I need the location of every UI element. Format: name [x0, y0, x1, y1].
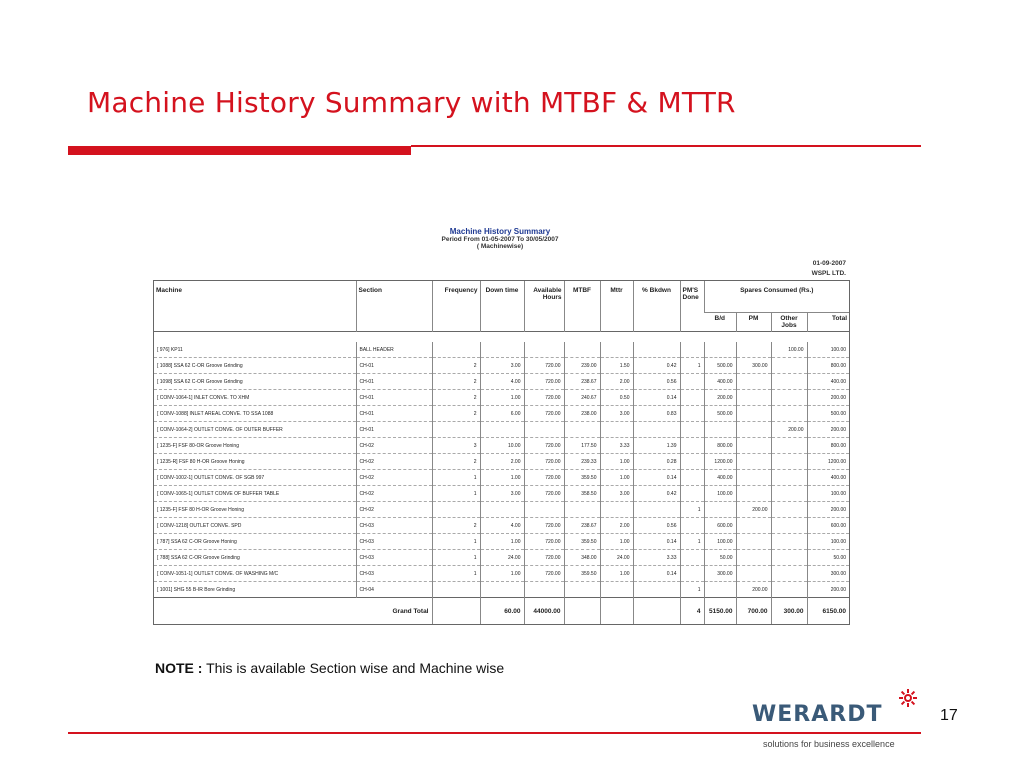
cell-mtbf: 348.00 — [564, 550, 600, 566]
cell-bkdwn: 0.42 — [633, 358, 680, 374]
cell-frequency: 2 — [432, 358, 480, 374]
cell-pms — [680, 342, 704, 358]
cell-section: CH-03 — [356, 550, 432, 566]
cell-other — [771, 534, 807, 550]
grand-total-pms: 4 — [680, 598, 704, 625]
cell-mtbf: 240.67 — [564, 390, 600, 406]
cell-mttr: 3.00 — [600, 486, 633, 502]
cell-bd — [704, 582, 736, 598]
cell-mttr: 1.00 — [600, 566, 633, 582]
cell-bkdwn: 3.33 — [633, 550, 680, 566]
cell-section: CH-04 — [356, 582, 432, 598]
cell-total: 600.00 — [807, 518, 849, 534]
cell-mttr: 1.00 — [600, 454, 633, 470]
grand-total-mttr — [600, 598, 633, 625]
col-other-jobs: Other Jobs — [771, 313, 807, 332]
cell-total: 100.00 — [807, 534, 849, 550]
cell-downtime: 3.00 — [480, 486, 524, 502]
cell-frequency: 1 — [432, 486, 480, 502]
report-subtitle: ( Machinewise) — [476, 243, 524, 250]
cell-bd — [704, 342, 736, 358]
cell-other: 100.00 — [771, 342, 807, 358]
cell-downtime: 1.00 — [480, 470, 524, 486]
cell-total: 100.00 — [807, 342, 849, 358]
cell-downtime: 24.00 — [480, 550, 524, 566]
cell-frequency: 3 — [432, 438, 480, 454]
cell-pms — [680, 438, 704, 454]
cell-downtime — [480, 342, 524, 358]
grand-total-bkdwn — [633, 598, 680, 625]
cell-available: 720.00 — [524, 518, 564, 534]
cell-mtbf: 358.50 — [564, 486, 600, 502]
cell-frequency: 1 — [432, 550, 480, 566]
cell-bkdwn: 1.39 — [633, 438, 680, 454]
cell-available: 720.00 — [524, 358, 564, 374]
cell-bkdwn — [633, 502, 680, 518]
cell-other — [771, 566, 807, 582]
cell-total: 50.00 — [807, 550, 849, 566]
cell-frequency: 1 — [432, 470, 480, 486]
table-row — [154, 454, 849, 470]
cell-pm — [736, 534, 771, 550]
cell-mtbf — [564, 502, 600, 518]
cell-available: 720.00 — [524, 550, 564, 566]
cell-bkdwn — [633, 342, 680, 358]
cell-bkdwn — [633, 422, 680, 438]
cell-section: CH-02 — [356, 470, 432, 486]
cell-mttr: 24.00 — [600, 550, 633, 566]
cell-bd: 800.00 — [704, 438, 736, 454]
table-row — [154, 406, 849, 422]
cell-bkdwn: 0.14 — [633, 566, 680, 582]
cell-pms: 1 — [680, 582, 704, 598]
cell-pm — [736, 342, 771, 358]
cell-section: CH-01 — [356, 358, 432, 374]
table-row — [154, 342, 849, 358]
cell-available: 720.00 — [524, 406, 564, 422]
note — [155, 660, 504, 676]
grand-total-label: Grand Total — [154, 598, 432, 625]
cell-frequency: 2 — [432, 406, 480, 422]
cell-available: 720.00 — [524, 470, 564, 486]
cell-pms — [680, 518, 704, 534]
cell-frequency — [432, 502, 480, 518]
cell-other — [771, 358, 807, 374]
cell-bd: 100.00 — [704, 534, 736, 550]
table-row — [154, 550, 849, 566]
cell-frequency: 2 — [432, 390, 480, 406]
cell-mtbf: 359.50 — [564, 534, 600, 550]
cell-frequency — [432, 422, 480, 438]
cell-pm — [736, 518, 771, 534]
table-spacer-row — [154, 332, 849, 343]
cell-pms — [680, 470, 704, 486]
cell-mtbf: 238.67 — [564, 374, 600, 390]
cell-other — [771, 406, 807, 422]
cell-total: 200.00 — [807, 390, 849, 406]
cell-section: CH-02 — [356, 454, 432, 470]
cell-other — [771, 502, 807, 518]
cell-other — [771, 550, 807, 566]
cell-downtime — [480, 502, 524, 518]
cell-mtbf: 359.50 — [564, 566, 600, 582]
cell-bd: 100.00 — [704, 486, 736, 502]
cell-machine: [ CONV-1064-2] OUTLET CONVE. OF OUTER BUFFER — [154, 422, 356, 438]
cell-bd: 1200.00 — [704, 454, 736, 470]
cell-bd: 500.00 — [704, 358, 736, 374]
cell-mttr: 1.50 — [600, 358, 633, 374]
col-mtbf: MTBF — [564, 281, 600, 332]
cell-machine: [ 787] SSA 62 C-OR Groove Honing — [154, 534, 356, 550]
cell-frequency: 2 — [432, 454, 480, 470]
table-row — [154, 422, 849, 438]
cell-total: 1200.00 — [807, 454, 849, 470]
table-row — [154, 518, 849, 534]
table-row — [154, 486, 849, 502]
company-logo: WERARDT — [752, 702, 883, 727]
cell-total: 200.00 — [807, 422, 849, 438]
report-table-frame — [153, 280, 850, 625]
cell-frequency: 2 — [432, 374, 480, 390]
cell-pm: 200.00 — [736, 502, 771, 518]
grand-total-bd: 5150.00 — [704, 598, 736, 625]
cell-available: 720.00 — [524, 454, 564, 470]
cell-pm — [736, 470, 771, 486]
table-row — [154, 566, 849, 582]
cell-bkdwn: 0.56 — [633, 374, 680, 390]
cell-total: 300.00 — [807, 566, 849, 582]
cell-downtime: 1.00 — [480, 566, 524, 582]
title-underline-thick — [68, 146, 411, 155]
cell-bkdwn — [633, 582, 680, 598]
cell-bd: 400.00 — [704, 470, 736, 486]
cell-total: 200.00 — [807, 582, 849, 598]
col-mttr: Mttr — [600, 281, 633, 332]
cell-downtime: 4.00 — [480, 374, 524, 390]
cell-pm: 300.00 — [736, 358, 771, 374]
report-date: 01-09-2007 — [812, 260, 846, 267]
cell-pms — [680, 486, 704, 502]
cell-bd: 400.00 — [704, 374, 736, 390]
cell-mttr — [600, 342, 633, 358]
report-date-block — [790, 259, 846, 279]
cell-other — [771, 518, 807, 534]
table-row — [154, 390, 849, 406]
cell-downtime: 1.00 — [480, 534, 524, 550]
cell-section: CH-03 — [356, 518, 432, 534]
cell-pm — [736, 550, 771, 566]
cell-machine: [ CONV-1064-1] INLET CONVE. TO XHM — [154, 390, 356, 406]
cell-downtime — [480, 582, 524, 598]
cell-total: 800.00 — [807, 438, 849, 454]
cell-machine: [ 1235-F] FSF 80-OR Groove Honing — [154, 438, 356, 454]
table-row — [154, 534, 849, 550]
cell-bkdwn: 0.42 — [633, 486, 680, 502]
cell-other — [771, 454, 807, 470]
cell-bd: 600.00 — [704, 518, 736, 534]
cell-pms — [680, 406, 704, 422]
cell-mtbf: 177.50 — [564, 438, 600, 454]
cell-mtbf — [564, 342, 600, 358]
cell-pms: 1 — [680, 534, 704, 550]
cell-frequency: 1 — [432, 534, 480, 550]
cell-pms — [680, 390, 704, 406]
cell-other — [771, 438, 807, 454]
cell-pms — [680, 422, 704, 438]
cell-section: CH-02 — [356, 486, 432, 502]
col-machine: Machine — [156, 287, 183, 294]
cell-other — [771, 374, 807, 390]
footer-rule — [68, 732, 921, 734]
table-row — [154, 374, 849, 390]
table-row — [154, 438, 849, 454]
cell-machine: [ 1235-F] FSF 80 H-OR Groove Honing — [154, 502, 356, 518]
cell-downtime: 4.00 — [480, 518, 524, 534]
grand-total-available: 44000.00 — [524, 598, 564, 625]
cell-mttr — [600, 422, 633, 438]
cell-mttr: 3.00 — [600, 406, 633, 422]
cell-other — [771, 390, 807, 406]
col-frequency: Frequency — [432, 281, 480, 332]
cell-machine: [ CONV-1002-1] OUTLET CONVE. OF SGB 997 — [154, 470, 356, 486]
cell-available: 720.00 — [524, 390, 564, 406]
cell-section: CH-02 — [356, 502, 432, 518]
cell-pms — [680, 550, 704, 566]
cell-machine: [ CONV-1051-1] OUTLET CONVE. OF WASHING M/C — [154, 566, 356, 582]
report-period: Period From 01-05-2007 To 30/05/2007 — [441, 236, 559, 243]
cell-mttr: 2.00 — [600, 374, 633, 390]
cell-pms — [680, 374, 704, 390]
report-company: WSPL LTD. — [811, 270, 846, 277]
cell-section: CH-03 — [356, 566, 432, 582]
cell-available: 720.00 — [524, 438, 564, 454]
cell-machine: [ 1001] SHG 55 B-IR Bore Grinding — [154, 582, 356, 598]
report-title: Machine History Summary — [449, 227, 551, 236]
cell-mttr: 2.00 — [600, 518, 633, 534]
cell-mtbf: 238.67 — [564, 518, 600, 534]
cell-available: 720.00 — [524, 486, 564, 502]
cell-machine: [ 1098] SSA 62 C-OR Groove Grinding — [154, 374, 356, 390]
cell-total: 100.00 — [807, 486, 849, 502]
cell-mttr: 0.50 — [600, 390, 633, 406]
col-pms-done: PM'S Done — [680, 281, 704, 332]
cell-pms — [680, 566, 704, 582]
col-total: Total — [807, 313, 849, 332]
cell-pm — [736, 390, 771, 406]
col-available-hours: Available Hours — [524, 281, 564, 332]
cell-downtime: 2.00 — [480, 454, 524, 470]
cell-pm — [736, 454, 771, 470]
note-label: NOTE : — [155, 660, 203, 676]
cell-bkdwn: 0.14 — [633, 390, 680, 406]
cell-mtbf: 239.33 — [564, 454, 600, 470]
cell-mtbf: 359.50 — [564, 470, 600, 486]
cell-pms: 1 — [680, 502, 704, 518]
cell-available — [524, 422, 564, 438]
cell-section: CH-01 — [356, 390, 432, 406]
cell-mttr — [600, 502, 633, 518]
cell-pm — [736, 406, 771, 422]
col-section: Section — [356, 281, 432, 332]
cell-total: 500.00 — [807, 406, 849, 422]
cell-machine: [ 1088] SSA 62 C-OR Groove Grinding — [154, 358, 356, 374]
cell-machine: [ 976] KP11 — [154, 342, 356, 358]
cell-mtbf — [564, 582, 600, 598]
grand-total-row — [154, 598, 849, 625]
cell-section: CH-01 — [356, 422, 432, 438]
cell-bkdwn: 0.56 — [633, 518, 680, 534]
cell-pm — [736, 566, 771, 582]
grand-total-pm: 700.00 — [736, 598, 771, 625]
cell-mtbf: 239.00 — [564, 358, 600, 374]
col-spares-group: Spares Consumed (Rs.) — [704, 281, 849, 313]
cell-other: 200.00 — [771, 422, 807, 438]
cell-available — [524, 502, 564, 518]
cell-other — [771, 582, 807, 598]
cell-mtbf: 238.00 — [564, 406, 600, 422]
cell-bkdwn: 0.28 — [633, 454, 680, 470]
cell-frequency — [432, 582, 480, 598]
logo-flower-icon — [898, 688, 918, 708]
cell-total: 400.00 — [807, 374, 849, 390]
cell-available: 720.00 — [524, 566, 564, 582]
col-pm: PM — [736, 313, 771, 332]
cell-frequency — [432, 342, 480, 358]
cell-available: 720.00 — [524, 534, 564, 550]
cell-bd: 50.00 — [704, 550, 736, 566]
cell-frequency: 1 — [432, 566, 480, 582]
cell-section: BALL HEADER — [356, 342, 432, 358]
grand-total-frequency — [432, 598, 480, 625]
cell-bkdwn: 0.14 — [633, 470, 680, 486]
cell-mttr: 1.00 — [600, 470, 633, 486]
cell-pm — [736, 438, 771, 454]
cell-available — [524, 582, 564, 598]
cell-total: 400.00 — [807, 470, 849, 486]
cell-downtime: 6.00 — [480, 406, 524, 422]
report-table — [154, 281, 849, 624]
cell-pms — [680, 454, 704, 470]
cell-mtbf — [564, 422, 600, 438]
col-bkdwn: % Bkdwn — [633, 281, 680, 332]
cell-downtime: 10.00 — [480, 438, 524, 454]
cell-section: CH-02 — [356, 438, 432, 454]
cell-pm: 200.00 — [736, 582, 771, 598]
cell-section: CH-01 — [356, 406, 432, 422]
slide-number: 17 — [940, 707, 958, 724]
grand-total-downtime: 60.00 — [480, 598, 524, 625]
cell-frequency: 2 — [432, 518, 480, 534]
cell-pm — [736, 486, 771, 502]
cell-machine: [ 1235-R] FSF 80 H-OR Groove Honing — [154, 454, 356, 470]
cell-bd: 200.00 — [704, 390, 736, 406]
cell-bd — [704, 422, 736, 438]
cell-section: CH-01 — [356, 374, 432, 390]
cell-total: 800.00 — [807, 358, 849, 374]
cell-available — [524, 342, 564, 358]
cell-downtime: 3.00 — [480, 358, 524, 374]
grand-total-total: 6150.00 — [807, 598, 849, 625]
slide-title: Machine History Summary with MTBF & MTTR — [87, 86, 736, 119]
col-downtime: Down time — [480, 281, 524, 332]
cell-bd: 300.00 — [704, 566, 736, 582]
cell-machine: [ CONV-1065-1] OUTLET CONVE OF BUFFER TABLE — [154, 486, 356, 502]
cell-mttr: 3.33 — [600, 438, 633, 454]
cell-downtime — [480, 422, 524, 438]
cell-downtime: 1.00 — [480, 390, 524, 406]
cell-bd: 500.00 — [704, 406, 736, 422]
note-text: This is available Section wise and Machine wise — [206, 660, 505, 676]
company-tagline: solutions for business excellence — [763, 739, 895, 749]
table-row — [154, 502, 849, 518]
cell-pm — [736, 374, 771, 390]
cell-other — [771, 486, 807, 502]
report-header — [380, 227, 620, 250]
cell-mttr: 1.00 — [600, 534, 633, 550]
cell-pm — [736, 422, 771, 438]
cell-bkdwn: 0.83 — [633, 406, 680, 422]
cell-bd — [704, 502, 736, 518]
cell-machine: [ 788] SSA 62 C-OR Groove Grinding — [154, 550, 356, 566]
grand-total-other: 300.00 — [771, 598, 807, 625]
table-row — [154, 582, 849, 598]
cell-section: CH-03 — [356, 534, 432, 550]
grand-total-mtbf — [564, 598, 600, 625]
cell-bkdwn: 0.14 — [633, 534, 680, 550]
cell-available: 720.00 — [524, 374, 564, 390]
cell-total: 200.00 — [807, 502, 849, 518]
cell-machine: [ CONV-1088] INLET AREAL CONVE. TO SSA 1088 — [154, 406, 356, 422]
col-bd: B/d — [704, 313, 736, 332]
table-row — [154, 470, 849, 486]
table-row — [154, 358, 849, 374]
title-underline-thin — [411, 145, 921, 147]
cell-other — [771, 470, 807, 486]
cell-mttr — [600, 582, 633, 598]
cell-pms: 1 — [680, 358, 704, 374]
cell-machine: [ CONV-1218] OUTLET CONVE. SPD — [154, 518, 356, 534]
